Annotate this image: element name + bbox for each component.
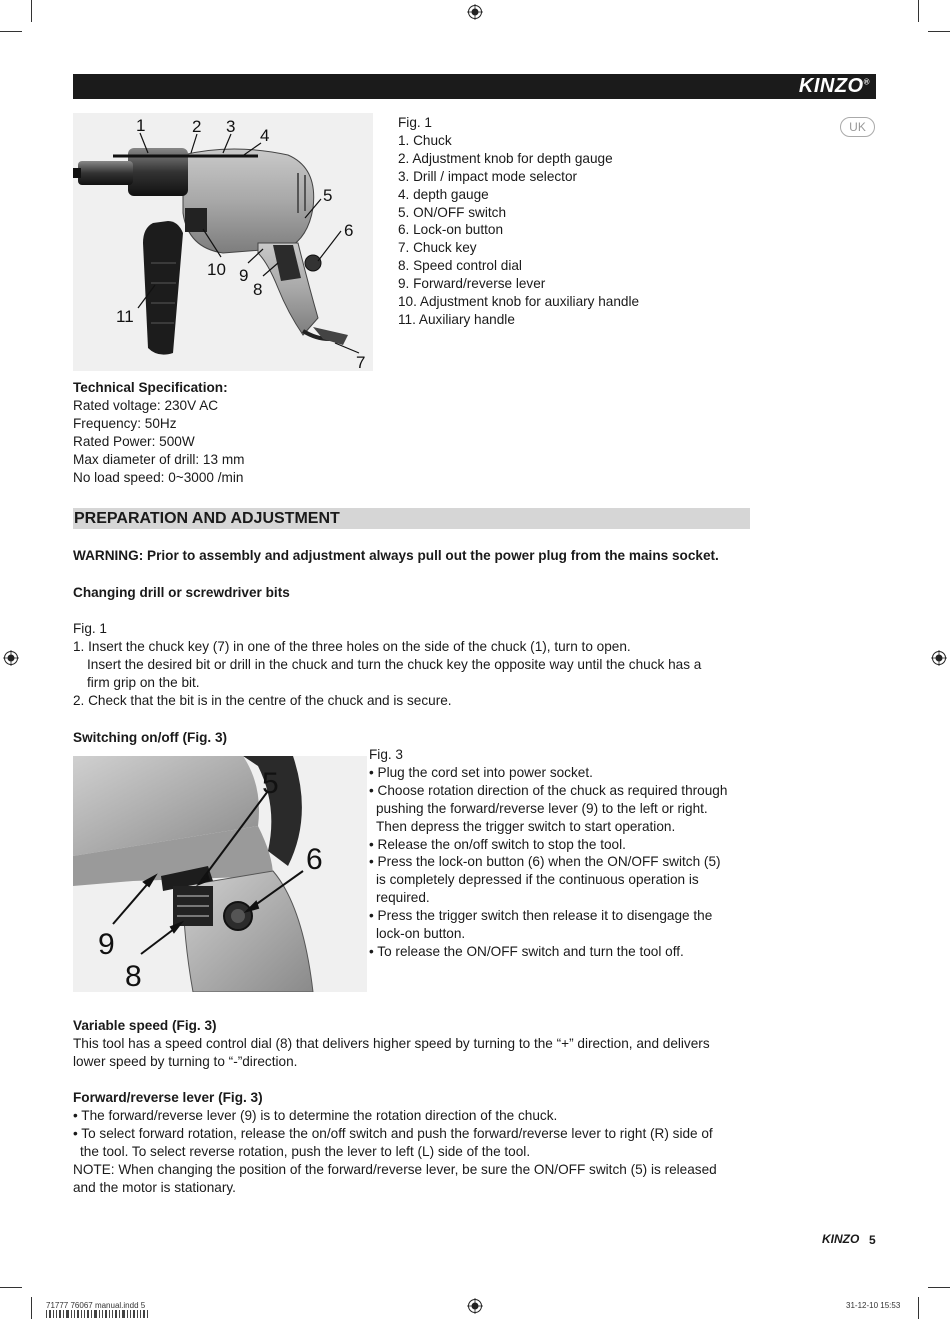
fig1-item: 7. Chuck key — [398, 240, 477, 256]
forward-line: and the motor is stationary. — [73, 1179, 236, 1195]
header-bar — [73, 74, 876, 99]
callout-label: 5 — [323, 186, 333, 205]
switching-line: • Plug the cord set into power socket. — [369, 764, 593, 780]
changing-line: Insert the desired bit or drill in the chuck and turn the chuck key the opposite way until the chuck has a — [87, 656, 702, 672]
fig1-item: 3. Drill / impact mode selector — [398, 168, 578, 184]
footer-brand-logo: KINZO — [822, 1232, 860, 1246]
callout-label: 6 — [306, 843, 323, 876]
crop-mark — [928, 31, 950, 32]
crop-mark — [928, 1287, 950, 1288]
fig1-caption: Fig. 1 — [398, 115, 432, 130]
slug-date: 31-12-10 15:53 — [846, 1301, 901, 1310]
switching-line: • Press the trigger switch then release it to disengage the — [369, 908, 713, 924]
section-title: PREPARATION AND ADJUSTMENT — [74, 510, 340, 527]
registration-mark-icon — [467, 1298, 483, 1314]
callout-label: 8 — [253, 280, 263, 299]
tech-spec-line: Frequency: 50Hz — [73, 415, 177, 431]
tech-spec-title: Technical Specification: — [73, 380, 228, 395]
switching-line: • Choose rotation direction of the chuck as required through — [369, 782, 728, 798]
forward-line: • The forward/reverse lever (9) is to determine the rotation direction of the chuck. — [73, 1107, 558, 1123]
changing-line: 1. Insert the chuck key (7) in one of the three holes on the side of the chuck (1), turn to open. — [73, 638, 631, 654]
switching-line: pushing the forward/reverse lever (9) to the left or right. — [376, 800, 708, 816]
warning-text: WARNING: Prior to assembly and adjustment always pull out the power plug from the mains socket. — [73, 548, 719, 563]
switching-line: required. — [376, 890, 430, 906]
switching-line: • Release the on/off switch to stop the tool. — [369, 836, 626, 852]
callout-label: 4 — [260, 126, 270, 145]
variable-speed — [73, 1017, 710, 1071]
fig1-item: 10. Adjustment knob for auxiliary handle — [398, 294, 640, 310]
variable-line: This tool has a speed control dial (8) that delivers higher speed by turning to the “+” direction, and delivers — [73, 1035, 710, 1051]
forward-line: • To select forward rotation, release the on/off switch and push the forward/reverse lever to right (R) side of — [73, 1125, 713, 1141]
changing-line: 2. Check that the bit is in the centre of the chuck and is secure. — [73, 692, 452, 708]
variable-title: Variable speed (Fig. 3) — [73, 1018, 217, 1033]
tech-spec-line: Rated Power: 500W — [73, 433, 195, 449]
callout-label: 8 — [125, 960, 142, 992]
switching-line: Then depress the trigger switch to start operation. — [376, 818, 676, 834]
switching-line: is completely depressed if the continuous operation is — [376, 872, 699, 888]
fig1-item: 6. Lock-on button — [398, 222, 504, 238]
switching-line: • Press the lock-on button (6) when the ON/OFF switch (5) — [369, 854, 721, 870]
fig1-item: 2. Adjustment knob for depth gauge — [398, 150, 613, 166]
barcode-icon — [46, 1310, 150, 1318]
tech-spec-line: No load speed: 0~3000 /min — [73, 469, 244, 485]
crop-mark — [31, 0, 32, 22]
crop-mark — [918, 1297, 919, 1319]
crop-mark — [0, 31, 22, 32]
changing-body — [73, 620, 701, 710]
slug-file: 71777 76067 manual.indd 5 — [46, 1301, 146, 1310]
crop-mark — [0, 1287, 22, 1288]
tech-spec — [73, 379, 244, 486]
fig1-legend — [398, 114, 639, 329]
switching-line: • To release the ON/OFF switch and turn the tool off. — [369, 943, 684, 959]
fig1-item: 5. ON/OFF switch — [398, 204, 507, 220]
callout-label: 2 — [192, 117, 202, 136]
registration-mark-icon — [3, 650, 19, 666]
callout-label: 9 — [239, 266, 249, 285]
changing-fig: Fig. 1 — [73, 621, 107, 636]
fig1-item: 1. Chuck — [398, 132, 452, 148]
fig1-item: 11. Auxiliary handle — [398, 311, 515, 327]
tech-spec-line: Rated voltage: 230V AC — [73, 397, 219, 413]
switching-fig: Fig. 3 — [369, 747, 403, 762]
forward-title: Forward/reverse lever (Fig. 3) — [73, 1090, 263, 1105]
switching-line: lock-on button. — [376, 926, 466, 942]
switch-illustration — [73, 756, 367, 992]
changing-title: Changing drill or screwdriver bits — [73, 585, 290, 600]
forward-line: the tool. To select reverse rotation, push the lever to left (L) side of the tool. — [80, 1143, 531, 1159]
changing-line: firm grip on the bit. — [87, 674, 200, 690]
callout-label: 5 — [262, 767, 279, 800]
brand-logo: KINZO® — [798, 75, 870, 97]
callout-label: 3 — [226, 117, 236, 136]
forward-line: NOTE: When changing the position of the forward/reverse lever, be sure the ON/OFF switch (5) is released — [73, 1161, 717, 1177]
fig1-item: 4. depth gauge — [398, 186, 489, 202]
fig1-item: 9. Forward/reverse lever — [398, 276, 546, 292]
section-header — [73, 508, 750, 529]
variable-line: lower speed by turning to “-”direction. — [73, 1053, 298, 1069]
language-badge: UK — [840, 117, 875, 137]
switching-body — [369, 746, 727, 961]
crop-mark — [31, 1297, 32, 1319]
page-number: 5 — [869, 1233, 876, 1247]
callout-label: 1 — [136, 116, 146, 135]
forward-reverse — [73, 1089, 717, 1196]
callout-label: 7 — [356, 353, 366, 371]
callout-label: 9 — [98, 928, 115, 961]
registration-mark-icon — [467, 4, 483, 20]
callout-label: 11 — [116, 307, 134, 326]
tech-spec-line: Max diameter of drill: 13 mm — [73, 451, 245, 467]
callout-label: 6 — [344, 221, 354, 240]
fig1-item: 8. Speed control dial — [398, 258, 522, 274]
drill-illustration — [73, 113, 373, 371]
registration-mark-icon — [931, 650, 947, 666]
callout-label: 10 — [207, 260, 226, 279]
crop-mark — [918, 0, 919, 22]
switching-title: Switching on/off (Fig. 3) — [73, 730, 228, 745]
